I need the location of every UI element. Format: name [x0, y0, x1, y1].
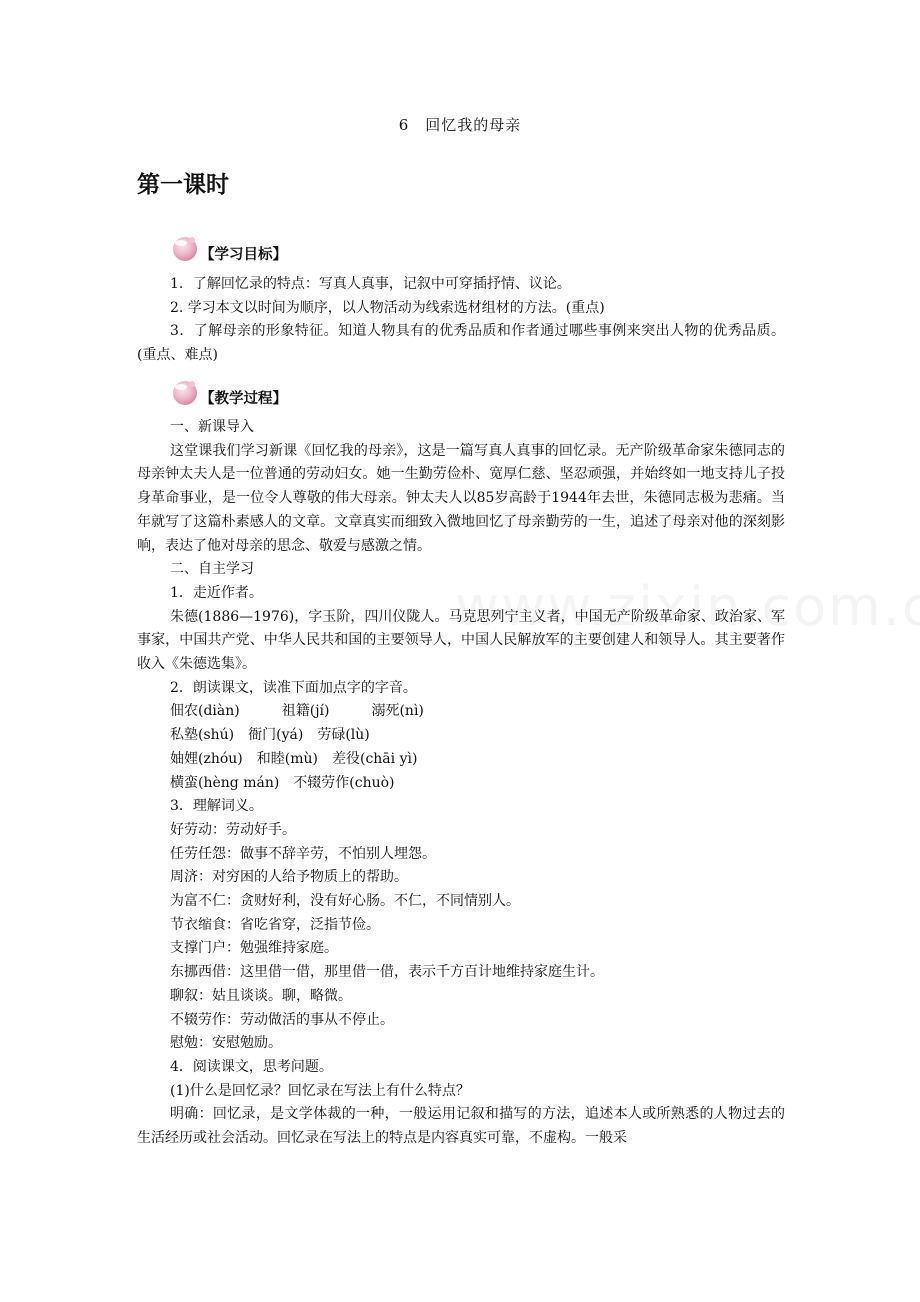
bubble-icon: [170, 376, 200, 408]
pron-line: 妯娌(zhóu) 和睦(mù) 差役(chāi yì): [170, 750, 418, 767]
objectives-list: [137, 273, 785, 368]
bubble-icon: [170, 232, 200, 264]
part2-heading: 二、自主学习: [170, 561, 254, 578]
item1-heading: 1．走近作者。: [170, 584, 263, 601]
item2-heading: 2．朗读课文，读准下面加点字的字音。: [170, 679, 417, 696]
lesson-title: 6 回忆我的母亲: [398, 116, 522, 134]
part1-heading: 一、新课导入: [170, 419, 254, 435]
pron-line: 横蛮(hèng mán) 不辍劳作(chuò): [170, 774, 395, 791]
item4-heading: 4．阅读课文，思考问题。: [170, 1058, 333, 1075]
item1-text: 朱德(1886—1976)，字玉阶，四川仪陇人。马克思列宁主义者，中国无产阶级革命家、政治家、军事家，中国共产党、中华人民共和国的主要领导人，中国人民解放军的主要创建人和领导人。其主要著作收入《朱德选集》。: [137, 608, 785, 673]
vocab-item: 周济：对穷困的人给予物质上的帮助。: [170, 869, 408, 886]
vocab-item: 节衣缩食：省吃省穿，泛指节俭。: [170, 916, 380, 933]
part1-text: 这堂课我们学习新课《回忆我的母亲》，这是一篇写真人真事的回忆录。无产阶级革命家朱德同志的母亲钟太夫人是一位普通的劳动妇女。她一生勤劳俭朴、宽厚仁慈、坚忍顽强，并始终如一地支持儿子投身革命事业，是一位令人尊敬的伟大母亲。钟太夫人以85岁高龄于1944年去世，朱德同志极为悲痛。当年就写了这篇朴素感人的文章。文章真实而细致入微地回忆了母亲勤劳的一生，追述了母亲对他的深刻影响，表达了他对母亲的思念、敬爱与感激之情。: [137, 442, 785, 554]
pron-line: 私塾(shú) 衙门(yá) 劳碌(lù): [170, 727, 370, 744]
question-1: (1)什么是回忆录？回忆录在写法上有什么特点？: [170, 1082, 470, 1099]
process-label: 【教学过程】: [200, 391, 287, 407]
vocab-item: 东挪西借：这里借一借，那里借一借，表示千方百计地维持家庭生计。: [170, 964, 604, 981]
session-title: 第一课时: [137, 172, 229, 198]
process-heading: [170, 374, 287, 408]
vocab-item: 好劳动：劳动好手。: [170, 821, 296, 838]
vocab-item: 不辍劳作：劳动做活的事从不停止。: [170, 1011, 394, 1028]
process-body: [137, 416, 785, 1151]
vocab-item: 慰勉：安慰勉励。: [170, 1035, 282, 1052]
objective-3: 3．了解母亲的形象特征。知道人物具有的优秀品质和作者通过哪些事例来突出人物的优秀品质。(重点、难点): [137, 323, 785, 364]
objective-2: 2. 学习本文以时间为顺序，以人物活动为线索选材组材的方法。(重点): [170, 299, 605, 316]
vocab-item: 任劳任怨：做事不辞辛劳，不怕别人埋怨。: [170, 845, 436, 862]
objectives-label: 【学习目标】: [200, 247, 287, 263]
answer-1: 明确：回忆录，是文学体裁的一种，一般运用记叙和描写的方法，追述本人或所熟悉的人物过去的生活经历或社会活动。回忆录在写法上的特点是内容真实可靠，不虚构。一般采: [137, 1106, 785, 1147]
vocab-item: 聊叙：姑且谈谈。聊，略微。: [170, 987, 352, 1004]
item3-heading: 3．理解词义。: [170, 798, 263, 815]
pron-line: 佃农(diàn) 祖籍(jí) 溺死(nì): [170, 703, 424, 720]
objective-1: 1．了解回忆录的特点：写真人真事，记叙中可穿插抒情、议论。: [170, 276, 571, 292]
objectives-heading: [170, 230, 287, 264]
vocab-item: 支撑门户：勉强维持家庭。: [170, 940, 338, 957]
vocab-item: 为富不仁：贪财好利，没有好心肠。不仁，不同情别人。: [170, 893, 520, 910]
